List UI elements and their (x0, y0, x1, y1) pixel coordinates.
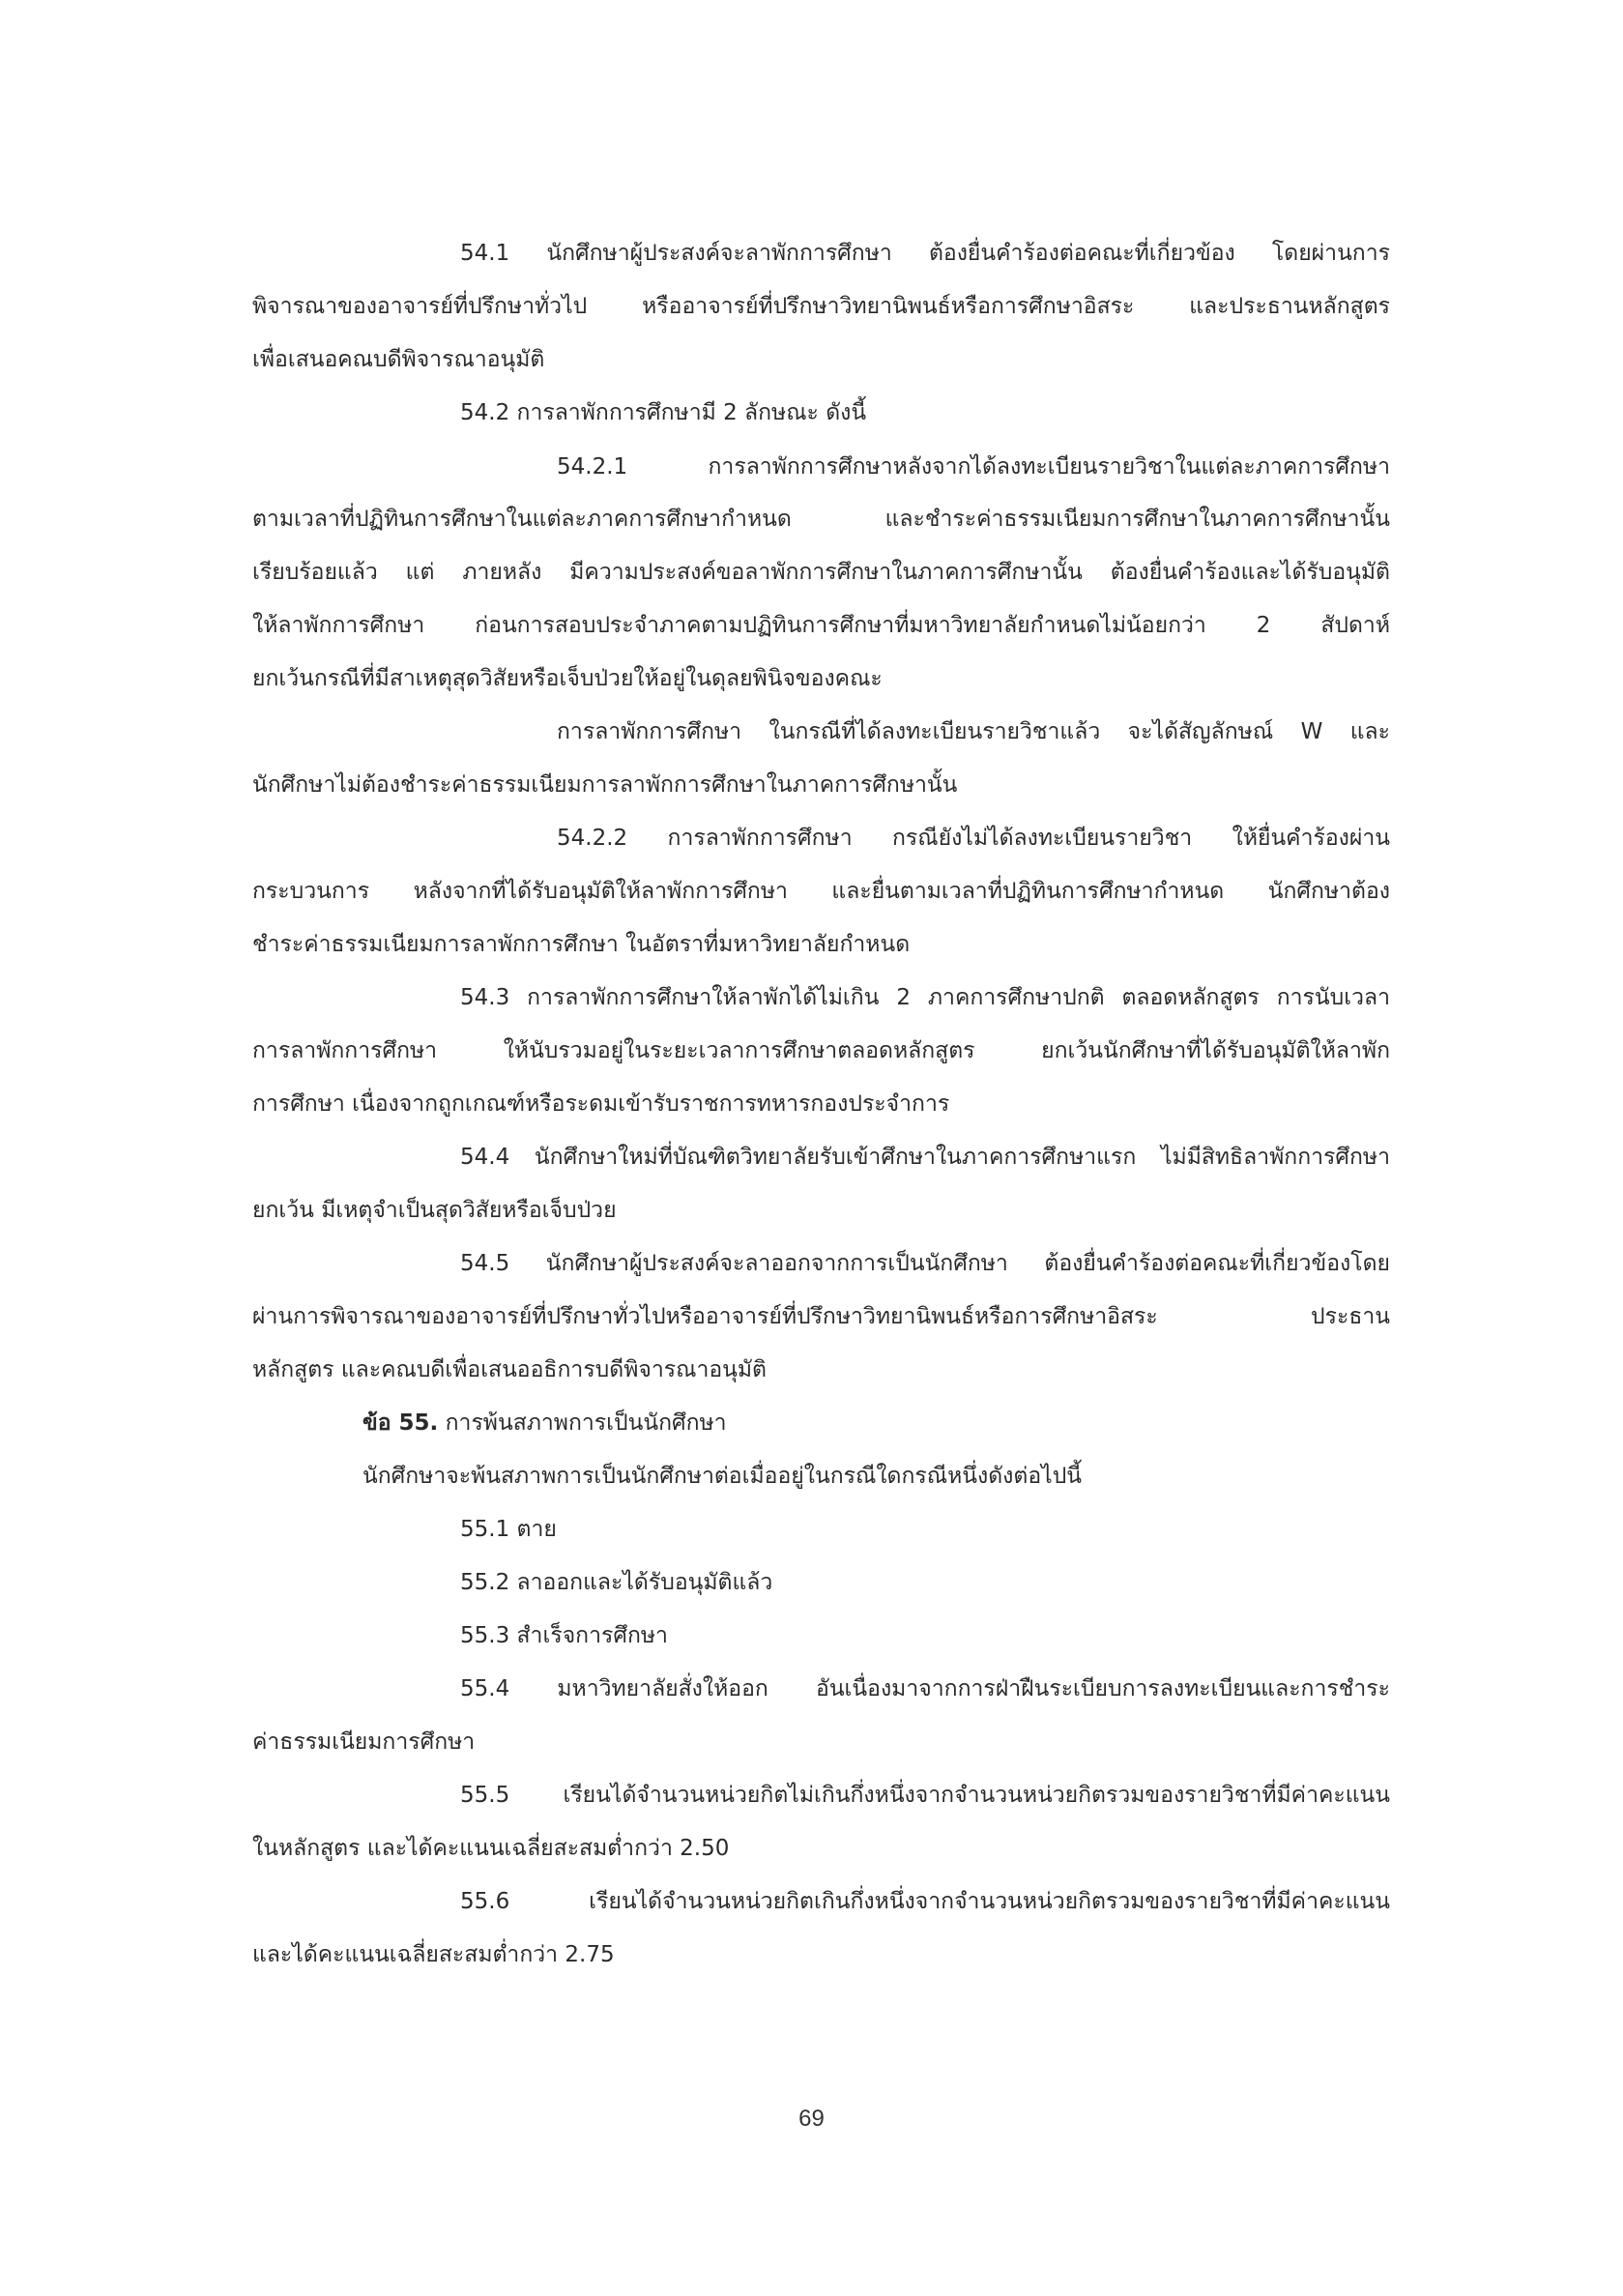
text-line: ให้ลาพักการศึกษา ก่อนการสอบประจำภาคตามปฏิทินการศึกษาที่มหาวิทยาลัยกำหนดไม่น้อยกว่า 2 สัปดาห์ (252, 613, 1390, 638)
text-line: ค่าธรรมเนียมการศึกษา (252, 1729, 476, 1755)
text-line: เพื่อเสนอคณบดีพิจารณาอนุมัติ (252, 347, 545, 372)
text-line: การลาพักการศึกษา ในกรณีที่ได้ลงทะเบียนรายวิชาแล้ว จะได้สัญลักษณ์ W และ (557, 719, 1390, 744)
text-line: ชำระค่าธรรมเนียมการลาพักการศึกษา ในอัตราที่มหาวิทยาลัยกำหนด (252, 932, 911, 957)
text-line: เรียบร้อยแล้ว แต่ ภายหลัง มีความประสงค์ขอลาพักการศึกษาในภาคการศึกษานั้น ต้องยื่นคำร้องและได้รับอนุมัติ (252, 560, 1390, 585)
text-line: ยกเว้น มีเหตุจำเป็นสุดวิสัยหรือเจ็บป่วย (252, 1198, 617, 1223)
text-line: พิจารณาของอาจารย์ที่ปรึกษาทั่วไป หรืออาจารย์ที่ปรึกษาวิทยานิพนธ์หรือการศึกษาอิสระ และประธานหลักสูตร (252, 294, 1390, 319)
list-item: 55.4 มหาวิทยาลัยสั่งให้ออก อันเนื่องมาจากการฝ่าฝืนระเบียบการลงทะเบียนและการชำระ (460, 1676, 1390, 1701)
text-line: ยกเว้นกรณีที่มีสาเหตุสุดวิสัยหรือเจ็บป่วยให้อยู่ในดุลยพินิจของคณะ (252, 666, 883, 691)
text-line: นักศึกษาไม่ต้องชำระค่าธรรมเนียมการลาพักการศึกษาในภาคการศึกษานั้น (252, 772, 958, 798)
list-item: 55.2 ลาออกและได้รับอนุมัติแล้ว (460, 1570, 773, 1595)
text-line: 54.2.1 การลาพักการศึกษาหลังจากได้ลงทะเบียนรายวิชาในแต่ละภาคการศึกษา (557, 454, 1390, 480)
text-line: กระบวนการ หลังจากที่ได้รับอนุมัติให้ลาพักการศึกษา และยื่นตามเวลาที่ปฏิทินการศึกษากำหนด นักศึกษาต้อง (252, 879, 1390, 904)
text-line: การศึกษา เนื่องจากถูกเกณฑ์หรือระดมเข้ารับราชการทหารกองประจำการ (252, 1091, 950, 1117)
text-line: 54.2 การลาพักการศึกษามี 2 ลักษณะ ดังนี้ (460, 400, 867, 425)
list-item: 55.6 เรียนได้จำนวนหน่วยกิตเกินกึ่งหนึ่งจากจำนวนหน่วยกิตรวมของรายวิชาที่มีค่าคะแนน (460, 1889, 1390, 1914)
page-number: 69 (798, 2106, 825, 2132)
list-item: 55.5 เรียนได้จำนวนหน่วยกิตไม่เกินกึ่งหนึ่งจากจำนวนหน่วยกิตรวมของรายวิชาที่มีค่าคะแนน (460, 1783, 1390, 1808)
section-number: ข้อ 55. (362, 1410, 439, 1436)
text-line: ตามเวลาที่ปฏิทินการศึกษาในแต่ละภาคการศึกษากำหนด และชำระค่าธรรมเนียมการศึกษาในภาคการศึกษานั้น (252, 507, 1390, 532)
text-line: 54.3 การลาพักการศึกษาให้ลาพักได้ไม่เกิน 2 ภาคการศึกษาปกติ ตลอดหลักสูตร การนับเวลา (460, 985, 1390, 1010)
text-line: 54.5 นักศึกษาผู้ประสงค์จะลาออกจากการเป็นนักศึกษา ต้องยื่นคำร้องต่อคณะที่เกี่ยวข้องโดย (460, 1251, 1390, 1276)
text-line: การลาพักการศึกษา ให้นับรวมอยู่ในระยะเวลาการศึกษาตลอดหลักสูตร ยกเว้นนักศึกษาที่ได้รับอนุมัติให้ลาพัก (252, 1038, 1390, 1063)
text-line: หลักสูตร และคณบดีเพื่อเสนออธิการบดีพิจารณาอนุมัติ (252, 1357, 767, 1382)
text-line: 54.4 นักศึกษาใหม่ที่บัณฑิตวิทยาลัยรับเข้าศึกษาในภาคการศึกษาแรก ไม่มีสิทธิลาพักการศึกษา (460, 1145, 1390, 1170)
text-line: ในหลักสูตร และได้คะแนนเฉลี่ยสะสมต่ำกว่า 2.50 (252, 1836, 730, 1861)
text-line: ผ่านการพิจารณาของอาจารย์ที่ปรึกษาทั่วไปหรืออาจารย์ที่ปรึกษาวิทยานิพนธ์หรือการศึกษาอิสระ ประธาน (252, 1304, 1390, 1329)
text-line: 54.1 นักศึกษาผู้ประสงค์จะลาพักการศึกษา ต้องยื่นคำร้องต่อคณะที่เกี่ยวข้อง โดยผ่านการ (460, 241, 1390, 266)
section-title: การพ้นสภาพการเป็นนักศึกษา (445, 1410, 727, 1436)
list-item: 55.3 สำเร็จการศึกษา (460, 1623, 668, 1648)
section-heading (362, 1407, 727, 1439)
text-line: และได้คะแนนเฉลี่ยสะสมต่ำกว่า 2.75 (252, 1942, 615, 1967)
text-line: นักศึกษาจะพ้นสภาพการเป็นนักศึกษาต่อเมื่ออยู่ในกรณีใดกรณีหนึ่งดังต่อไปนี้ (362, 1464, 1083, 1489)
text-line: 54.2.2 การลาพักการศึกษา กรณียังไม่ได้ลงทะเบียนรายวิชา ให้ยื่นคำร้องผ่าน (557, 826, 1390, 851)
list-item: 55.1 ตาย (460, 1517, 557, 1542)
